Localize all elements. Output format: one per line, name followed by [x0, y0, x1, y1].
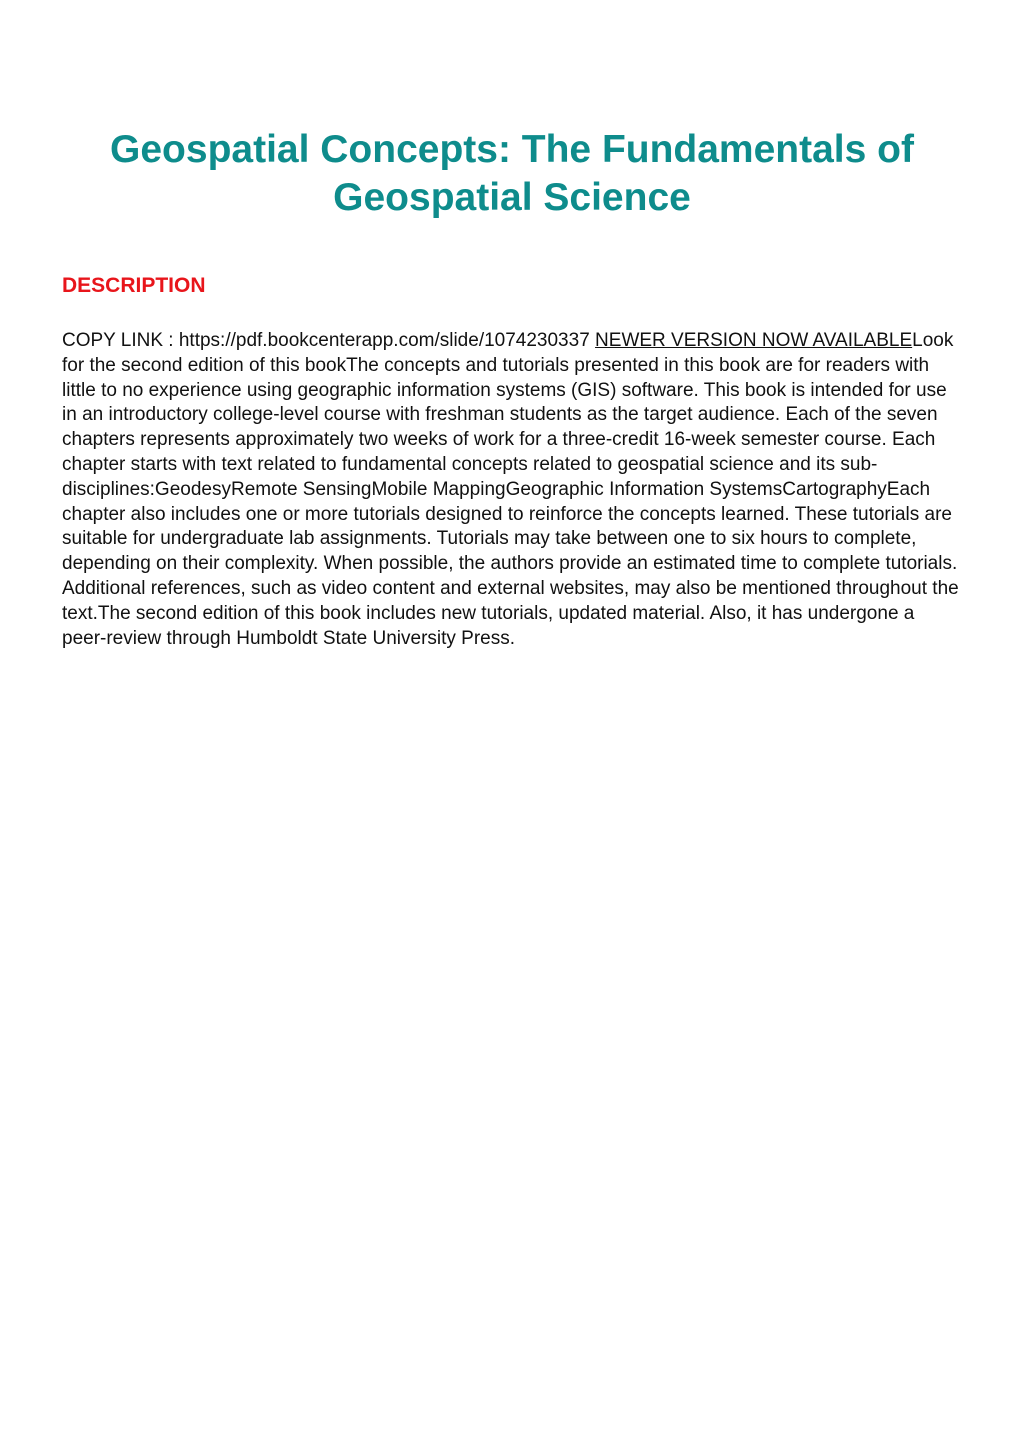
description-body: Look for the second edition of this bookThe concepts and tutorials presented in this book are for readers with little to no experience using geographic information systems (GIS) software. This book is intended for use in an introductory college-level course with freshman students as the target audience. Each of the seven chapters represents approximately two weeks of work for a three-credit 16-week semester course. Each chapter starts with text related to fundamental concepts related to geospatial science and its sub-disciplines:GeodesyRemote SensingMobile MappingGeographic Information SystemsCartographyEach chapter also includes one or more tutorials designed to reinforce the concepts learned. These tutorials are suitable for undergraduate lab assignments. Tutorials may take between one to six hours to complete, depending on their complexity. When possible, the authors provide an estimated time to complete tutorials. Additional references, such as video content and external websites, may also be mentioned throughout the text.The second edition of this book includes new tutorials, updated material. Also, it has undergone a peer-review through Humboldt State University Press. [62, 330, 959, 649]
description-heading: DESCRIPTION [62, 274, 206, 297]
newer-version-link[interactable]: NEWER VERSION NOW AVAILABLE [595, 330, 913, 351]
description-paragraph [62, 329, 962, 651]
copy-link-text: COPY LINK : https://pdf.bookcenterapp.com/slide/1074230337 [62, 330, 596, 351]
document-title: Geospatial Concepts: The Fundamentals of Geospatial Science [110, 128, 914, 219]
